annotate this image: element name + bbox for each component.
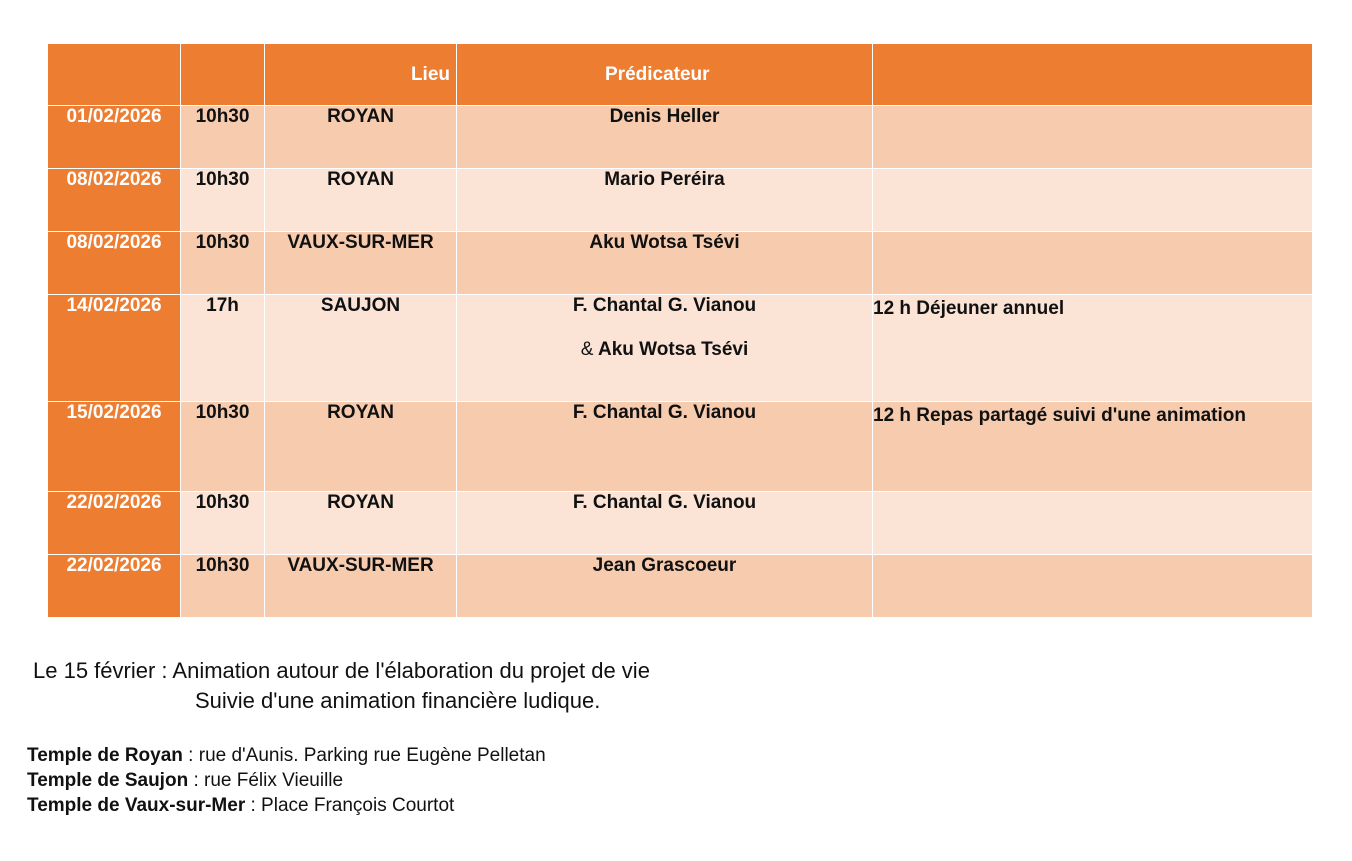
preacher-name: Aku Wotsa Tsévi bbox=[597, 339, 749, 360]
temple-address: : Place François Courtot bbox=[245, 795, 455, 816]
preacher-name: F. Chantal G. Vianou bbox=[572, 295, 757, 316]
note-cell bbox=[873, 492, 1313, 555]
place-cell: ROYAN bbox=[265, 492, 457, 555]
date-cell: 08/02/2026 bbox=[48, 169, 181, 232]
note-cell: 12 h Repas partagé suivi d'une animation bbox=[873, 402, 1313, 492]
preacher-cell: Aku Wotsa Tsévi bbox=[457, 232, 873, 295]
note-cell bbox=[873, 169, 1313, 232]
header-predicateur: Prédicateur bbox=[457, 44, 873, 106]
header-lieu: Lieu bbox=[265, 44, 457, 106]
note-cell bbox=[873, 555, 1313, 618]
table-row bbox=[48, 492, 1313, 555]
date-cell: 22/02/2026 bbox=[48, 555, 181, 618]
ampersand: & bbox=[580, 339, 594, 360]
preacher-cell: Jean Grascoeur bbox=[457, 555, 873, 618]
table-row bbox=[48, 106, 1313, 169]
temple-saujon bbox=[27, 768, 546, 793]
temple-address: : rue d'Aunis. Parking rue Eugène Pelletan bbox=[182, 745, 546, 766]
time-cell: 10h30 bbox=[181, 169, 265, 232]
place-cell: SAUJON bbox=[265, 295, 457, 402]
time-cell: 10h30 bbox=[181, 555, 265, 618]
time-cell: 17h bbox=[181, 295, 265, 402]
temple-name: Temple de Royan bbox=[27, 745, 183, 766]
announcement-line-2: Suivie d'une animation financière ludique. bbox=[195, 688, 601, 713]
place-cell: ROYAN bbox=[265, 402, 457, 492]
place-cell: VAUX-SUR-MER bbox=[265, 232, 457, 295]
date-cell: 22/02/2026 bbox=[48, 492, 181, 555]
table-header-row bbox=[48, 44, 1313, 106]
note-cell: 12 h Déjeuner annuel bbox=[873, 295, 1313, 402]
temple-royan bbox=[27, 743, 546, 768]
date-cell: 01/02/2026 bbox=[48, 106, 181, 169]
announcement bbox=[33, 656, 650, 716]
preacher-cell bbox=[457, 295, 873, 402]
time-cell: 10h30 bbox=[181, 402, 265, 492]
preacher-cell: F. Chantal G. Vianou bbox=[457, 492, 873, 555]
date-cell: 14/02/2026 bbox=[48, 295, 181, 402]
time-cell: 10h30 bbox=[181, 232, 265, 295]
preacher-cell: F. Chantal G. Vianou bbox=[457, 402, 873, 492]
preacher-cell: Denis Heller bbox=[457, 106, 873, 169]
place-cell: VAUX-SUR-MER bbox=[265, 555, 457, 618]
temple-address: : rue Félix Vieuille bbox=[188, 770, 344, 791]
note-cell bbox=[873, 106, 1313, 169]
preacher-cell: Mario Peréira bbox=[457, 169, 873, 232]
schedule-table bbox=[47, 43, 1313, 618]
table-row bbox=[48, 402, 1313, 492]
preacher-second-line bbox=[457, 339, 872, 361]
announcement-line-1: Le 15 février : Animation autour de l'élaboration du projet de vie bbox=[33, 658, 650, 683]
time-cell: 10h30 bbox=[181, 106, 265, 169]
table-row bbox=[48, 295, 1313, 402]
time-cell: 10h30 bbox=[181, 492, 265, 555]
temple-vaux-sur-mer bbox=[27, 793, 546, 818]
table-row bbox=[48, 555, 1313, 618]
temple-name: Temple de Saujon bbox=[27, 770, 189, 791]
temple-addresses bbox=[27, 743, 546, 818]
table-row bbox=[48, 169, 1313, 232]
place-cell: ROYAN bbox=[265, 169, 457, 232]
place-cell: ROYAN bbox=[265, 106, 457, 169]
temple-name: Temple de Vaux-sur-Mer bbox=[27, 795, 246, 816]
note-cell bbox=[873, 232, 1313, 295]
date-cell: 15/02/2026 bbox=[48, 402, 181, 492]
table-row bbox=[48, 232, 1313, 295]
date-cell: 08/02/2026 bbox=[48, 232, 181, 295]
